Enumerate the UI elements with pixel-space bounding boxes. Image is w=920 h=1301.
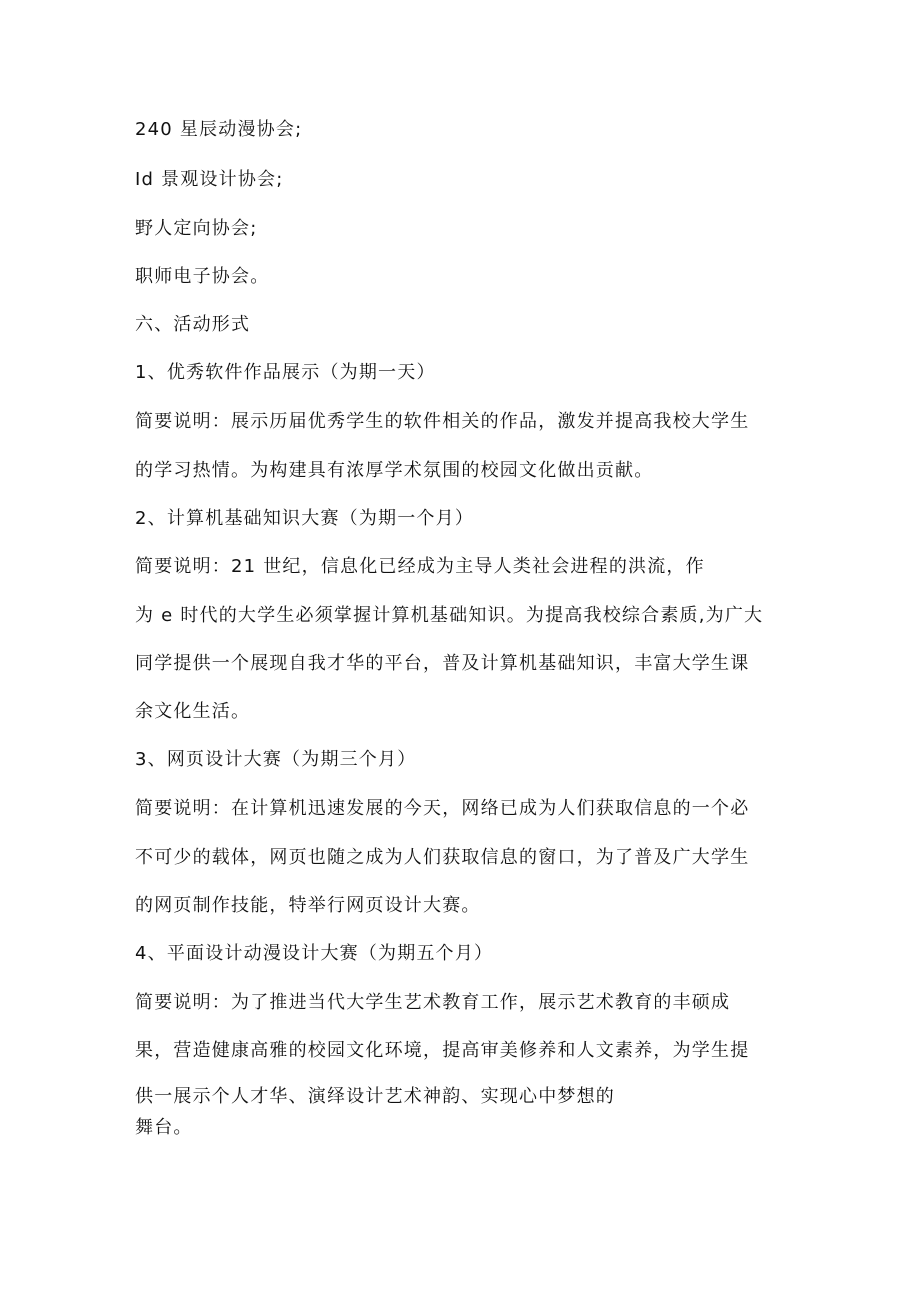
activity-2-desc-line-2: 为 e 时代的大学生必须掌握计算机基础知识。为提高我校综合素质,为广大 [135, 605, 764, 626]
club-item-landscape: Id 景观设计协会; [135, 169, 284, 190]
activity-2-title: 2、计算机基础知识大赛（为期一个月） [135, 508, 475, 529]
activity-3-desc-line-1: 简要说明：在计算机迅速发展的今天，网络已成为人们获取信息的一个必 [135, 798, 750, 819]
activity-4-desc-line-4: 舞台。 [135, 1117, 193, 1138]
activity-2-desc-line-4: 余文化生活。 [135, 701, 251, 722]
activity-4-desc-line-3: 供一展示个人才华、演绎设计艺术神韵、实现心中梦想的 [135, 1086, 615, 1107]
activity-1-desc-line-1: 简要说明：展示历届优秀学生的软件相关的作品，激发并提高我校大学生 [135, 411, 750, 432]
activity-4-desc-line-2: 果，营造健康高雅的校园文化环境，提高审美修养和人文素养，为学生提 [135, 1040, 750, 1061]
club-item-animation: 240 星辰动漫协会; [135, 119, 303, 140]
club-item-orienteering: 野人定向协会; [135, 218, 258, 239]
activity-4-desc-line-1: 简要说明：为了推进当代大学生艺术教育工作，展示艺术教育的丰硕成 [135, 992, 731, 1013]
activity-4-title: 4、平面设计动漫设计大赛（为期五个月） [135, 943, 494, 964]
activity-3-desc-line-2: 不可少的载体，网页也随之成为人们获取信息的窗口，为了普及广大学生 [135, 847, 750, 868]
activity-1-desc-line-2: 的学习热情。为构建具有浓厚学术氛围的校园文化做出贡献。 [135, 460, 654, 481]
activity-2-desc-line-3: 同学提供一个展现自我才华的平台，普及计算机基础知识，丰富大学生课 [135, 653, 750, 674]
club-item-electronics: 职师电子协会。 [135, 266, 270, 287]
section-heading: 六、活动形式 [135, 314, 251, 335]
activity-1-title: 1、优秀软件作品展示（为期一天） [135, 362, 436, 383]
activity-3-title: 3、网页设计大赛（为期三个月） [135, 749, 417, 770]
activity-2-desc-line-1: 简要说明：21 世纪，信息化已经成为主导人类社会进程的洪流，作 [135, 556, 705, 577]
activity-3-desc-line-3: 的网页制作技能，特举行网页设计大赛。 [135, 895, 481, 916]
